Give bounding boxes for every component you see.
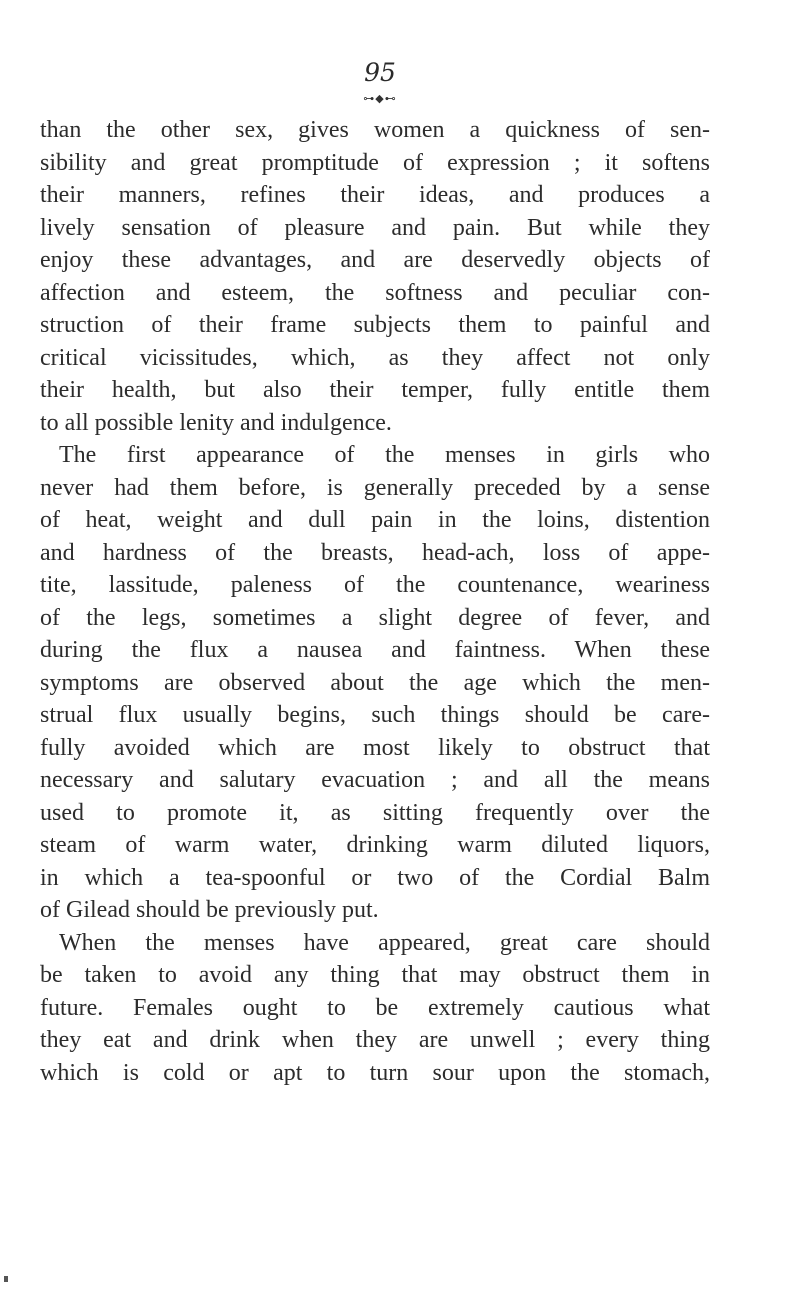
page-number: 95 xyxy=(364,58,396,87)
text-line: and hardness of the breasts, head-ach, loss of appe- xyxy=(40,539,710,566)
body-text xyxy=(40,114,710,1089)
text-line: of heat, weight and dull pain in the loins, distention xyxy=(40,507,710,533)
text-line: fully avoided which are most likely to obstruct that xyxy=(40,734,710,761)
text-line: their manners, refines their ideas, and produces a xyxy=(40,182,710,208)
text-line: than the other sex, gives women a quickness of sen- xyxy=(40,117,710,143)
text-line: critical vicissitudes, which, as they affect not only xyxy=(40,344,710,371)
text-line: tite, lassitude, paleness of the countenance, weariness xyxy=(40,572,710,598)
header-ornament: ⊶◆⊷ xyxy=(363,92,397,105)
text-line: in which a tea-spoonful or two of the Cordial Balm xyxy=(40,864,710,891)
text-line: of the legs, sometimes a slight degree of fever, and xyxy=(40,604,710,631)
text-line: be taken to avoid any thing that may obstruct them in xyxy=(40,962,710,988)
text-line: to all possible lenity and indulgence. xyxy=(40,409,392,436)
text-line: which is cold or apt to turn sour upon the stomach, xyxy=(40,1059,710,1086)
text-line: during the flux a nausea and faintness. When these xyxy=(40,637,710,663)
text-line: never had them before, is generally preceded by a sense xyxy=(40,474,710,501)
text-line: sibility and great promptitude of expression ; it softens xyxy=(40,149,710,176)
text-line: of Gilead should be previously put. xyxy=(40,897,379,923)
text-line: struction of their frame subjects them to painful and xyxy=(40,312,710,338)
text-line: enjoy these advantages, and are deservedly objects of xyxy=(40,247,710,273)
text-line: used to promote it, as sitting frequently over the xyxy=(40,799,710,826)
text-line: their health, but also their temper, fully entitle them xyxy=(40,377,710,403)
text-line: they eat and drink when they are unwell ; every thing xyxy=(40,1027,710,1053)
text-line: affection and esteem, the softness and peculiar con- xyxy=(40,279,710,306)
margin-mark xyxy=(4,1276,8,1282)
text-line: necessary and salutary evacuation ; and all the means xyxy=(40,767,710,793)
text-line: steam of warm water, drinking warm diluted liquors, xyxy=(40,832,710,858)
text-line: future. Females ought to be extremely cautious what xyxy=(40,994,710,1021)
text-line: lively sensation of pleasure and pain. But while they xyxy=(40,214,710,241)
text-line: strual flux usually begins, such things should be care- xyxy=(40,702,710,728)
text-line: The first appearance of the menses in girls who xyxy=(59,442,710,468)
text-line: When the menses have appeared, great care should xyxy=(59,929,710,956)
text-line: symptoms are observed about the age which the men- xyxy=(40,669,710,696)
